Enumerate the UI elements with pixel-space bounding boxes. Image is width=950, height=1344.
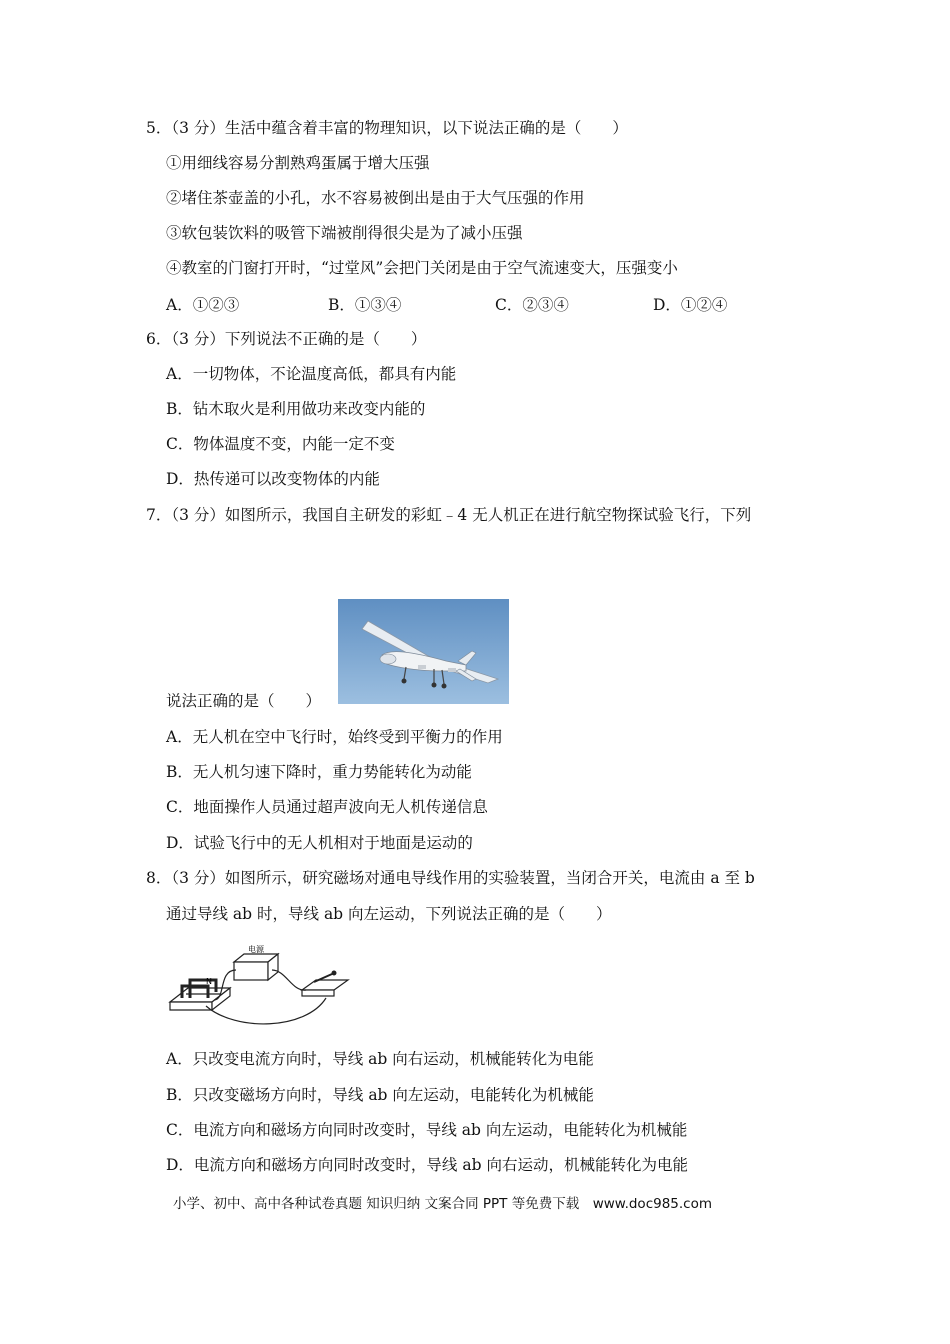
q6-option-b[interactable]: B．钻木取火是利用做功来改变内能的 bbox=[166, 400, 426, 418]
q6-option-d[interactable]: D．热传递可以改变物体的内能 bbox=[166, 470, 380, 488]
drone-image bbox=[338, 599, 509, 704]
q5-option-c[interactable]: C．②③④ bbox=[495, 296, 569, 314]
q6-option-c[interactable]: C．物体温度不变，内能一定不变 bbox=[166, 435, 395, 453]
q5-item-2: ②堵住茶壶盖的小孔，水不容易被倒出是由于大气压强的作用 bbox=[166, 189, 585, 207]
q5-item-1: ①用细线容易分割熟鸡蛋属于增大压强 bbox=[166, 154, 430, 172]
q5-item-3: ③软包装饮料的吸管下端被削得很尖是为了减小压强 bbox=[166, 224, 523, 242]
q7-option-b[interactable]: B．无人机匀速下降时，重力势能转化为动能 bbox=[166, 763, 472, 781]
q7-stem-continued: 说法正确的是（ ） bbox=[166, 692, 322, 710]
q8-stem: 8．（3 分）如图所示，研究磁场对通电导线作用的实验装置，当闭合开关，电流由 a 至 b bbox=[146, 869, 755, 887]
circuit-diagram bbox=[166, 940, 356, 1032]
q8-option-d[interactable]: D．电流方向和磁场方向同时改变时，导线 ab 向右运动，机械能转化为电能 bbox=[166, 1156, 688, 1174]
q7-option-d[interactable]: D．试验飞行中的无人机相对于地面是运动的 bbox=[166, 834, 473, 852]
magnet-experiment-figure bbox=[166, 940, 356, 1032]
q8-option-c[interactable]: C．电流方向和磁场方向同时改变时，导线 ab 向左运动，电能转化为机械能 bbox=[166, 1121, 688, 1139]
q6-option-a[interactable]: A．一切物体，不论温度高低，都具有内能 bbox=[166, 365, 457, 383]
q5-option-d[interactable]: D．①②④ bbox=[653, 296, 728, 314]
q5-stem: 5．（3 分）生活中蕴含着丰富的物理知识，以下说法正确的是（ ） bbox=[146, 119, 628, 137]
q8-stem-continued: 通过导线 ab 时，导线 ab 向左运动，下列说法正确的是（ ） bbox=[166, 905, 612, 923]
drone-photo bbox=[338, 599, 509, 704]
power-supply-label: 电源 bbox=[248, 945, 264, 954]
q5-option-b[interactable]: B．①③④ bbox=[328, 296, 402, 314]
q8-option-b[interactable]: B．只改变磁场方向时，导线 ab 向左运动，电能转化为机械能 bbox=[166, 1086, 594, 1104]
q6-stem: 6．（3 分）下列说法不正确的是（ ） bbox=[146, 330, 427, 348]
q7-option-c[interactable]: C．地面操作人员通过超声波向无人机传递信息 bbox=[166, 798, 488, 816]
magnet-pole-label: N bbox=[206, 977, 212, 986]
q7-stem: 7．（3 分）如图所示，我国自主研发的彩虹﹣4 无人机正在进行航空物探试验飞行，下列 bbox=[146, 506, 752, 524]
q5-options bbox=[166, 295, 806, 315]
q8-option-a[interactable]: A．只改变电流方向时，导线 ab 向右运动，机械能转化为电能 bbox=[166, 1050, 594, 1068]
q7-option-a[interactable]: A．无人机在空中飞行时，始终受到平衡力的作用 bbox=[166, 728, 503, 746]
q5-item-4: ④教室的门窗打开时，“过堂风”会把门关闭是由于空气流速变大，压强变小 bbox=[166, 259, 678, 277]
page-footer: 小学、初中、高中各种试卷真题 知识归纳 文案合同 PPT 等免费下载 www.doc985.com bbox=[173, 1196, 713, 1212]
q5-option-a[interactable]: A．①②③ bbox=[166, 296, 240, 314]
